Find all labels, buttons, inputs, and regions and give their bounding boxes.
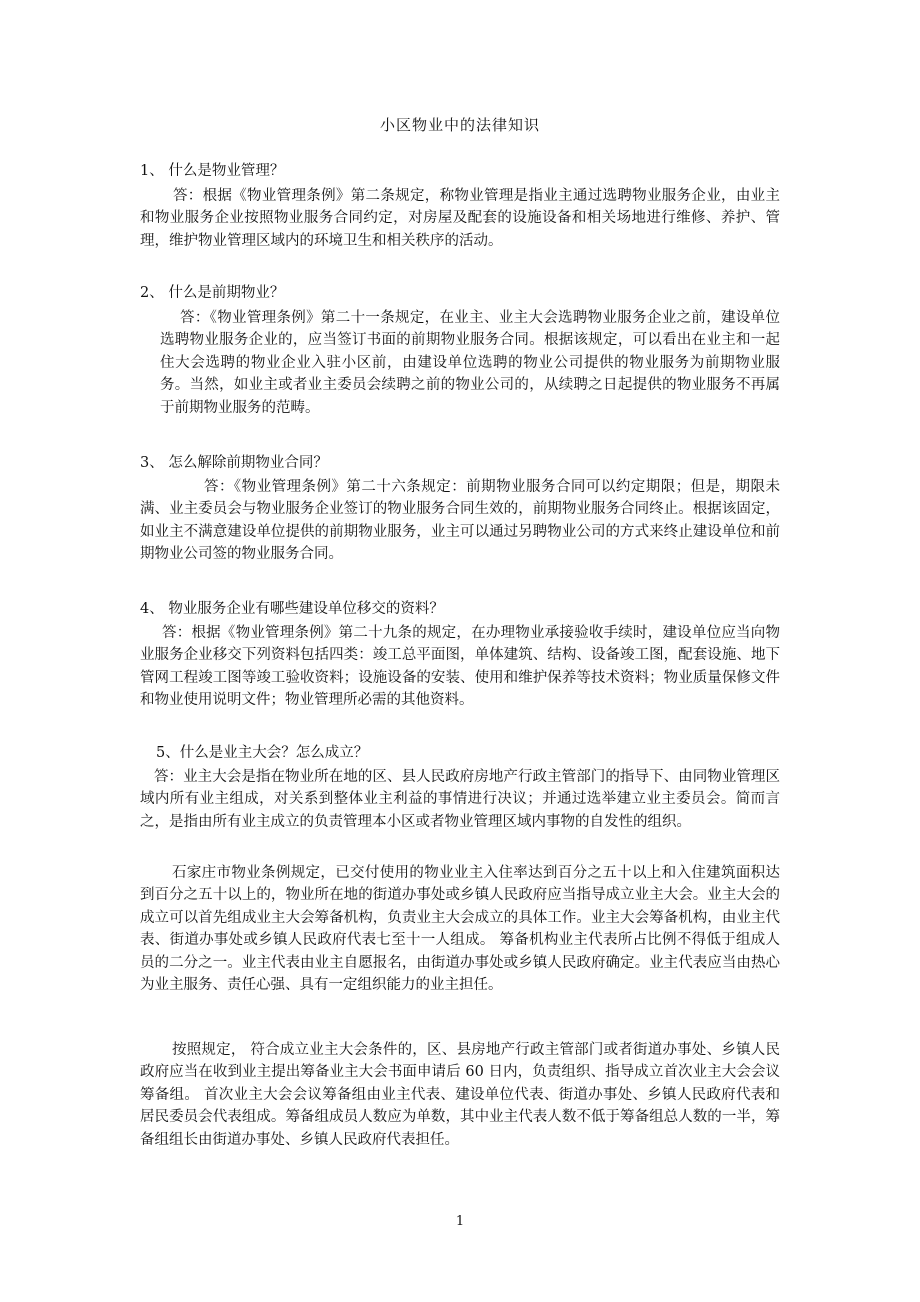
page-title: 小区物业中的法律知识 [379,116,540,134]
page-number: 1 [455,1214,465,1229]
answer-5: 答：业主大会是指在物业所在地的区、县人民政府房地产行政主管部门的指导下、由同物业管理区域内所有业主组成，对关系到整体业主利益的事情进行决议；并通过选举建立业主委员会。简而言之，是指由所有业主成立的负责管理本小区或者物业管理区域内事物的自发性的组织。 [140,769,780,830]
question-3: 3、 怎么解除前期物业合同？ [140,455,328,471]
answer-1: 答：根据《物业管理条例》第二条规定，称物业管理是指业主通过选聘物业服务企业，由业主和物业服务企业按照物业服务合同约定，对房屋及配套的设施设备和相关场地进行维修、养护、管理，维护物业管理区域内的环境卫生和相关秩序的活动。 [140,188,780,249]
question-5: 5、什么是业主大会？怎么成立？ [156,745,369,761]
answer-5-paragraph-2: 石家庄市物业条例规定，已交付使用的物业业主入住率达到百分之五十以上和入住建筑面积达到百分之五十以上的，物业所在地的街道办事处或乡镇人民政府应当指导成立业主大会。业主大会的成立可以首先组成业主大会筹备机构，负责业主大会成立的具体工作。业主大会筹备机构，由业主代表、街道办事处或乡镇人民政府代表七至十一人组成。 筹备机构业主代表所占比例不得低于组成人员的二分之一。业主代表由业主自愿报名，由街道办事处或乡镇人民政府确定。业主代表应当由热心为业主服务、责任心强、具有一定组织能力的业主担任。 [140,865,780,994]
question-1: 1、 什么是物业管理？ [140,163,285,179]
question-2: 2、 什么是前期物业？ [140,285,285,301]
answer-4: 答：根据《物业管理条例》第二十九条的规定，在办理物业承接验收手续时，建设单位应当向物业服务企业移交下列资料包括四类：竣工总平面图，单体建筑、结构、设备竣工图，配套设施、地下管网工程竣工图等竣工验收资料；设施设备的安装、使用和维护保养等技术资料；物业质量保修文件和物业使用说明文件；物业管理所必需的其他资料。 [140,625,780,709]
question-4: 4、 物业服务企业有哪些建设单位移交的资料？ [140,601,444,617]
answer-5-paragraph-3: 按照规定， 符合成立业主大会条件的，区、县房地产行政主管部门或者街道办事处、乡镇人民政府应当在收到业主提出筹备业主大会书面申请后 60 日内，负责组织、指导成立首次业主大会会议筹备组。 首次业主大会会议筹备组由业主代表、建设单位代表、街道办事处、乡镇人民政府代表和居民委员会代表组成。筹备组成员人数应为单数，其中业主代表人数不低于筹备组总人数的一半，筹备组组长由街道办事处、乡镇人民政府代表担任。 [140,1042,780,1148]
answer-2: 答：《物业管理条例》第二十一条规定，在业主、业主大会选聘物业服务企业之前，建设单位选聘物业服务企业的，应当签订书面的前期物业服务合同。根据该规定，可以看出在业主和一起住大会选聘的物业企业入驻小区前，由建设单位选聘的物业公司提供的物业服务为前期物业服务。当然，如业主或者业主委员会续聘之前的物业公司的，从续聘之日起提供的物业服务不再属于前期物业服务的范畴。 [160,310,780,416]
answer-3: 答：《物业管理条例》第二十六条规定：前期物业服务合同可以约定期限；但是，期限未满、业主委员会与物业服务企业签订的物业服务合同生效的，前期物业服务合同终止。根据该固定，如业主不满意建设单位提供的前期物业服务，业主可以通过另聘物业公司的方式来终止建设单位和前期物业公司签的物业服务合同。 [140,479,780,563]
